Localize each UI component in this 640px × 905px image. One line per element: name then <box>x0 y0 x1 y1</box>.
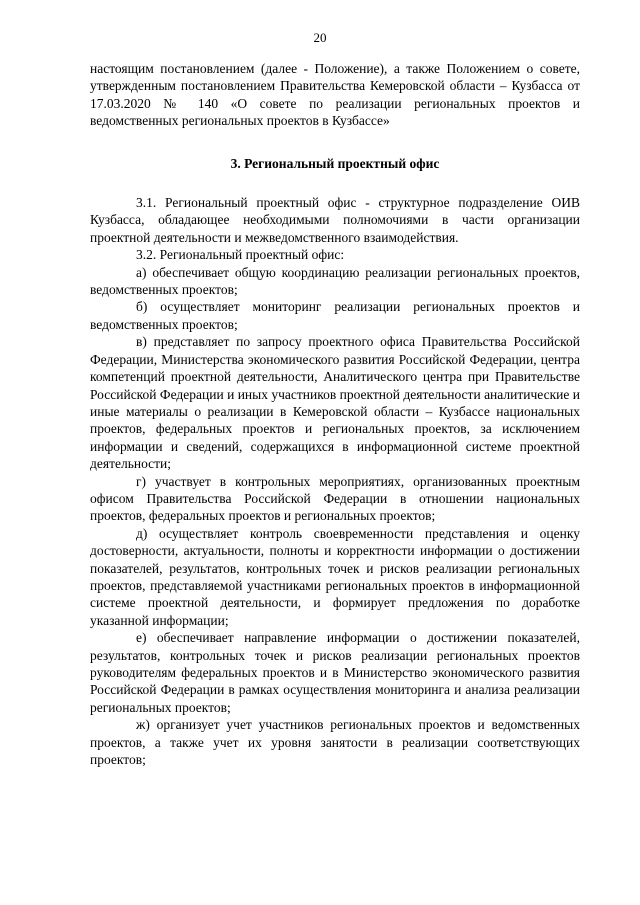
paragraph-3-1: 3.1. Региональный проектный офис - структурное подразделение ОИВ Кузбасса, обладающее необходимыми полномочиями в части организации проектной деятельности и межведомственного взаимодействия. <box>90 195 580 245</box>
section-heading: 3. Региональный проектный офис <box>230 155 440 171</box>
list-item-b: б) осуществляет мониторинг реализации региональных проектов и ведомственных проектов; <box>90 299 580 332</box>
list-item-zh: ж) организует учет участников региональных проектов и ведомственных проектов, а также учет их уровня занятости в реализации соответствующих проектов; <box>90 717 580 768</box>
intro-paragraph: настоящим постановлением (далее - Положение), а также Положением о совете, утвержденным постановлением Правительства Кемеровской области – Кузбасса от 17.03.2020 № 140 «О совете по реализации региональных проектов и ведомственных региональных проектов в Кузбассе» <box>90 61 580 129</box>
list-item-e: е) обеспечивает направление информации о достижении показателей, результатов, контрольных точек и рисков реализации региональных проектов руководителям федеральных проектов и в Министерство экономического развития Российской Федерации в рамках осуществления мониторинга и анализа реализации региональных проектов; <box>90 630 580 715</box>
list-item-v: в) представляет по запросу проектного офиса Правительства Российской Федерации, Министерства экономического развития Российской Федерации, центра компетенций проектной деятельности, Аналитического центра при Правительстве Российской Федерации и иных участников проектной деятельности аналитические и иные материалы о реализации в Кемеровской области – Кузбассе национальных проектов, федеральных проектов и региональных проектов, за исключением информации и сведений, содержащихся в информационной системе проектной деятельности; <box>90 334 580 472</box>
document-body <box>90 60 580 768</box>
list-item-g: г) участвует в контрольных мероприятиях, организованных проектным офисом Правительства Российской Федерации в отношении национальных проектов, федеральных проектов и региональных проектов; <box>90 473 580 524</box>
list-item-a: а) обеспечивает общую координацию реализации региональных проектов, ведомственных проектов; <box>90 264 580 298</box>
page-number: 20 <box>313 30 327 45</box>
list-item-d: д) осуществляет контроль своевременности представления и оценку достоверности, актуальности, полноты и корректности информации о достижении показателей, результатов, контрольных точек и рисков реализации региональных проектов, представляемой участниками региональных проектов в информационной системе проектной деятельности, и формирует предложения по доработке указанной информации; <box>90 525 580 628</box>
paragraph-3-2: 3.2. Региональный проектный офис: <box>136 247 345 263</box>
